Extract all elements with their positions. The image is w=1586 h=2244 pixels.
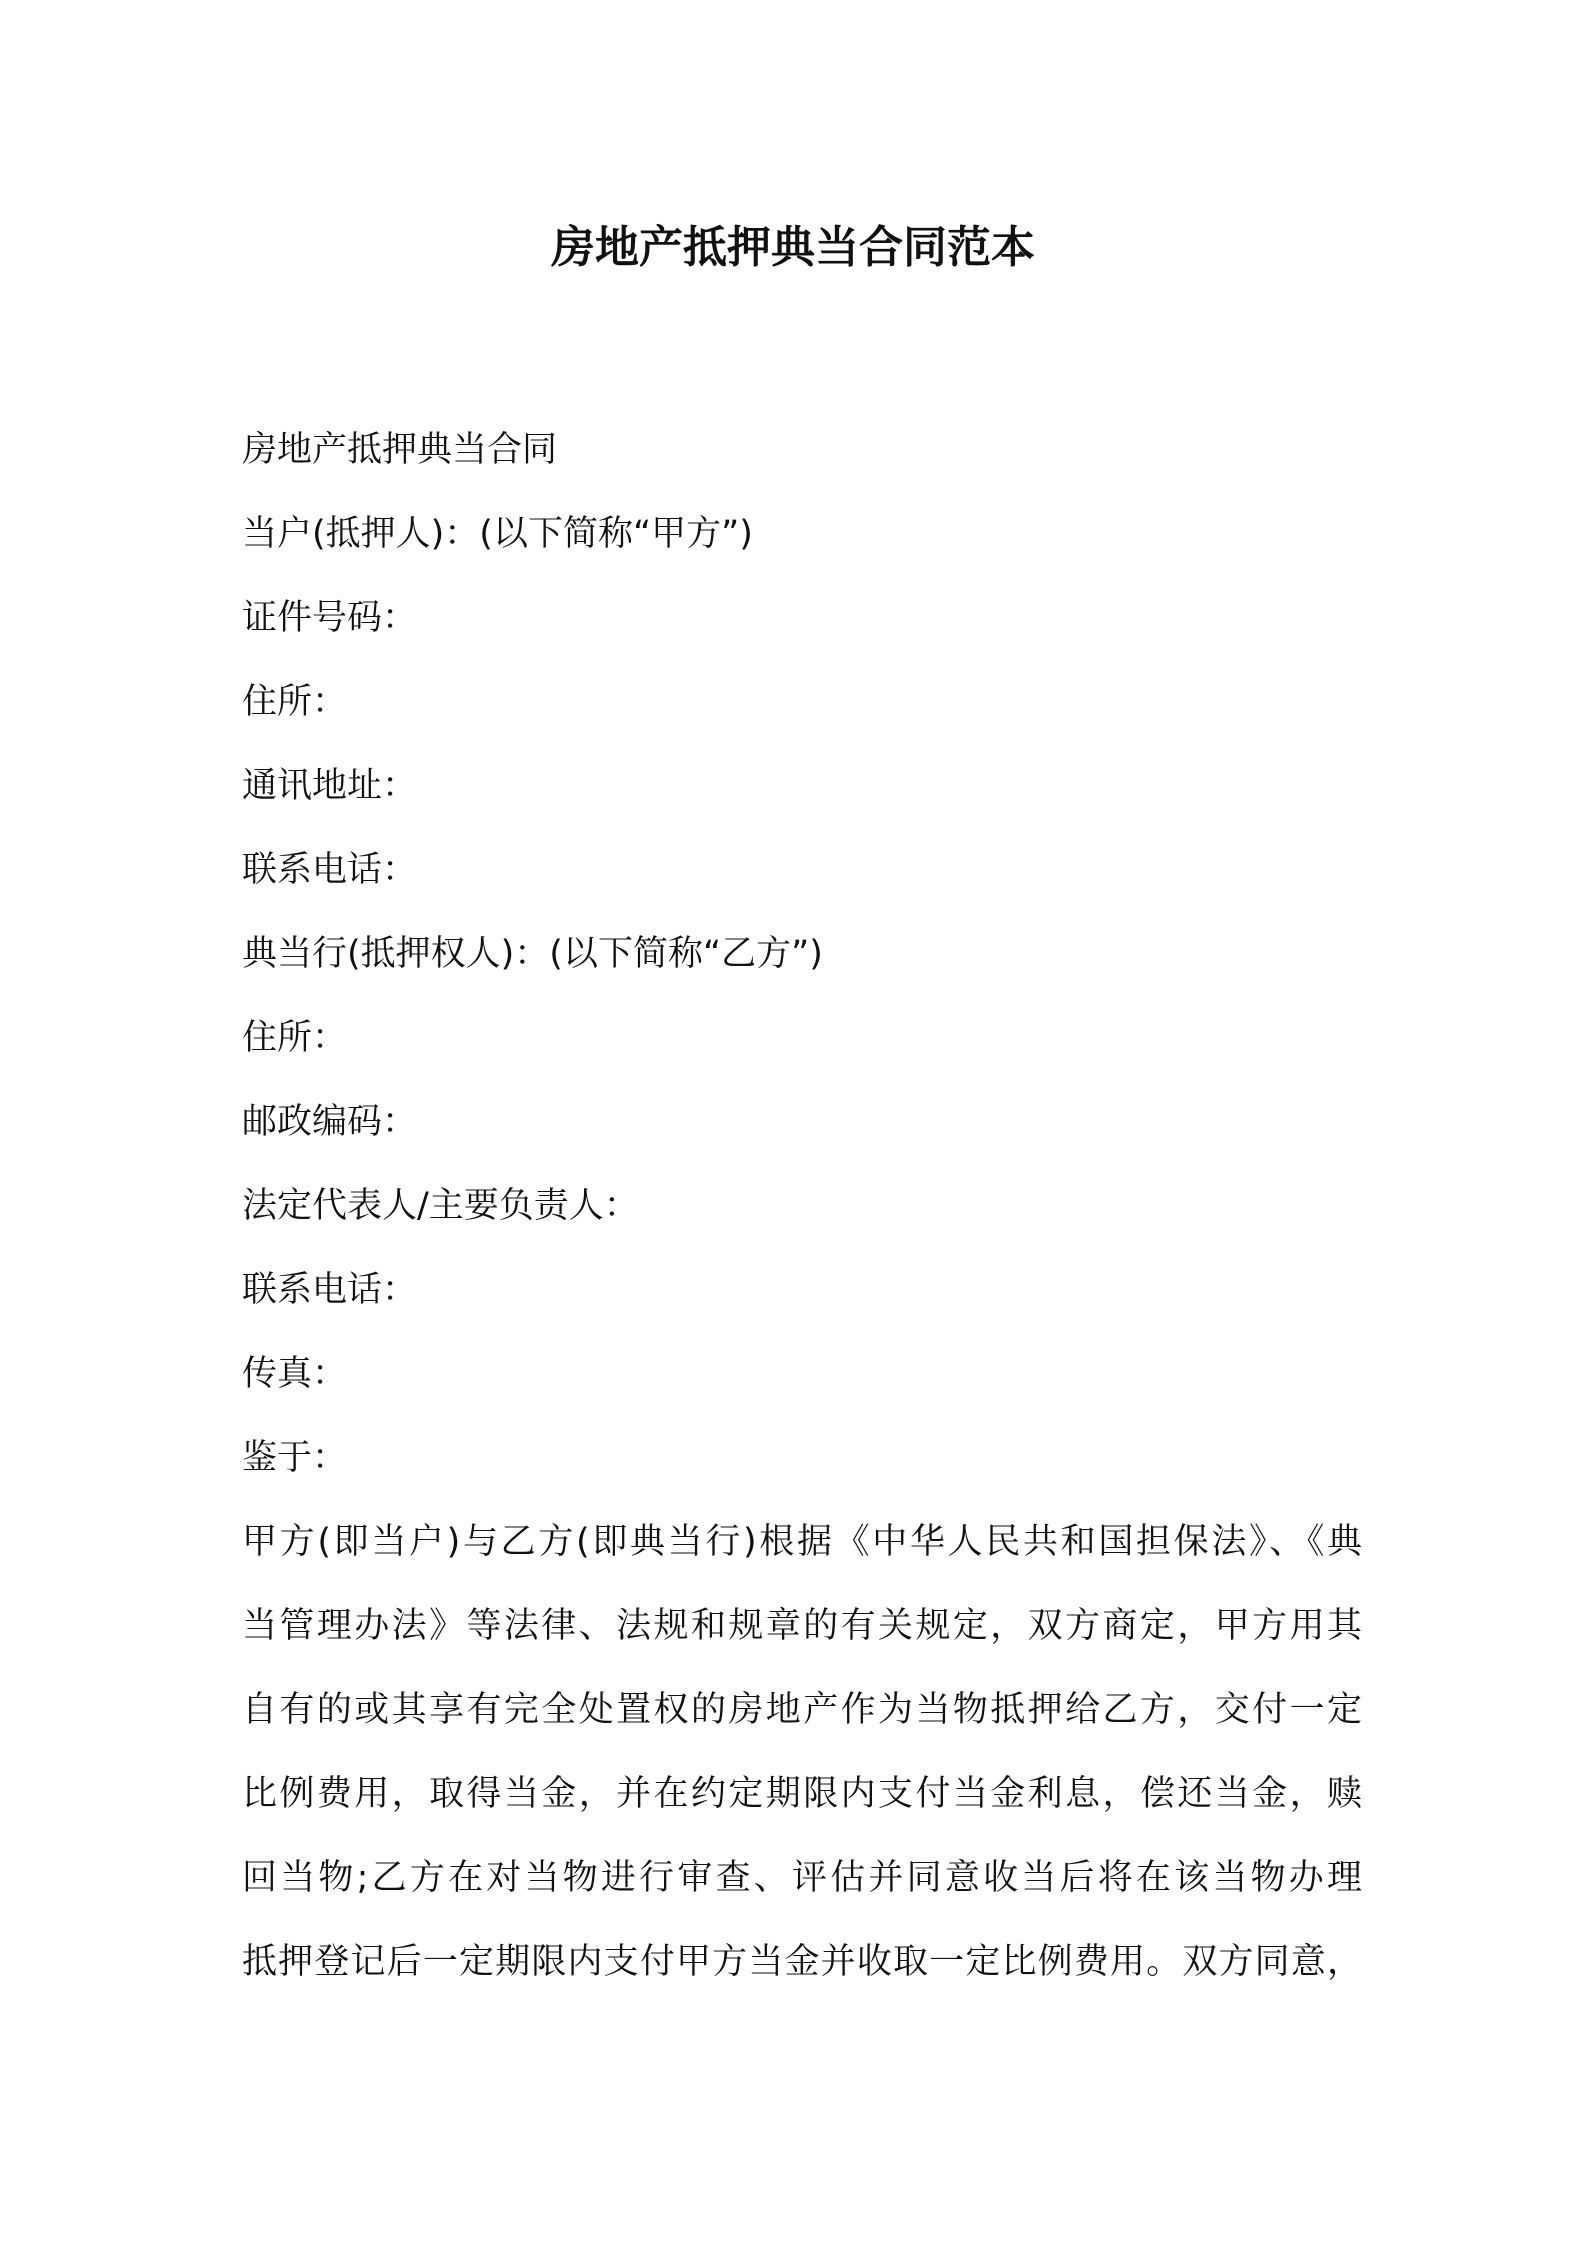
paragraph-line: 抵押登记后一定期限内支付甲方当金并收取一定比例费用。双方同意， [242,1942,1362,1982]
paragraph-line: 甲方(即当户)与乙方(即典当行)根据《中华人民共和国担保法》、《典 [242,1522,1362,1562]
fax-field: 传真： [242,1354,348,1394]
contract-name: 房地产抵押典当合同 [242,430,558,470]
pawner-phone-field: 联系电话： [242,850,418,890]
document-body [242,408,1362,2004]
mailing-address-field: 通讯地址： [242,766,418,806]
postal-code-field: 邮政编码： [242,1102,418,1142]
pawnshop-phone-field: 联系电话： [242,1270,418,1310]
id-number-field: 证件号码： [242,598,418,638]
paragraph-line: 比例费用，取得当金，并在约定期限内支付当金利息，偿还当金，赎 [242,1774,1362,1814]
recital-paragraph [242,1500,1362,2004]
pawner-field: 当户(抵押人)：(以下简称“甲方”) [242,514,753,554]
legal-representative-field: 法定代表人/主要负责人： [242,1186,639,1226]
whereas-heading: 鉴于： [242,1438,348,1478]
paragraph-line: 当管理办法》等法律、法规和规章的有关规定，双方商定，甲方用其 [242,1606,1362,1646]
pawner-address-field: 住所： [242,682,348,722]
pawnshop-field: 典当行(抵押权人)：(以下简称“乙方”) [242,934,823,974]
pawnshop-address-field: 住所： [242,1018,348,1058]
document-title: 房地产抵押典当合同范本 [551,222,1035,273]
paragraph-line: 回当物;乙方在对当物进行审查、评估并同意收当后将在该当物办理 [242,1858,1362,1898]
paragraph-line: 自有的或其享有完全处置权的房地产作为当物抵押给乙方，交付一定 [242,1690,1362,1730]
